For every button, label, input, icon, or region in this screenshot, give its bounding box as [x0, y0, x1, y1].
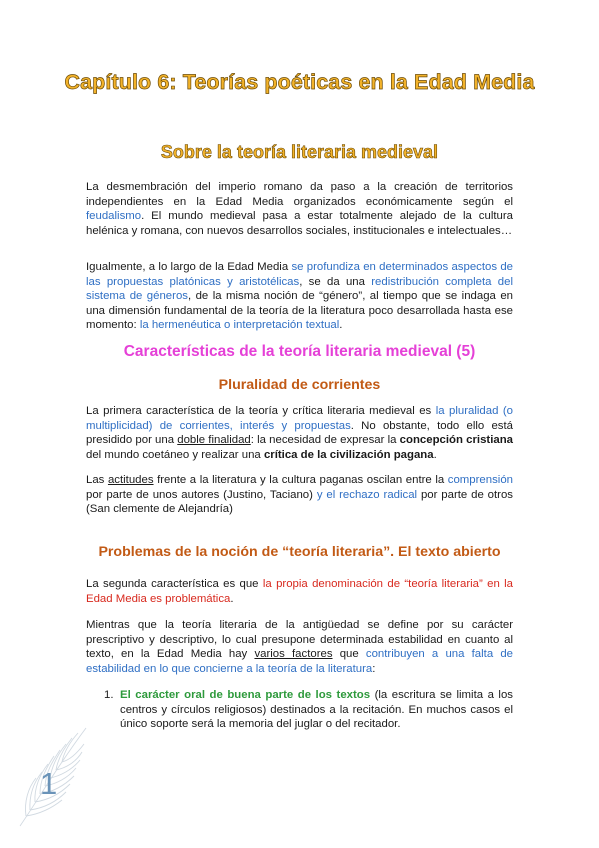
text-run: . No obstante, todo ello está presidido por una	[86, 419, 513, 447]
highlight-denominacion: la propia denominación de “teoría literaria” en la Edad Media es problemática	[86, 578, 514, 605]
paragraph-middle-ages	[86, 260, 513, 333]
paragraph-factors	[86, 618, 513, 676]
chapter-title: Capítulo 6: Teorías poéticas en la Edad Media	[64, 70, 535, 94]
text-run: frente a la literatura y la cultura paganas oscilan entre la	[153, 474, 448, 486]
highlight-caracter-oral: El carácter oral de buena parte de los textos	[120, 689, 371, 701]
factors-list	[86, 688, 513, 732]
heading-problems: Problemas de la noción de “teoría literaria”. El texto abierto	[98, 544, 501, 560]
highlight-rechazo: y el rechazo radical	[316, 488, 418, 501]
text-run: (la escritura se limita a los centros y círculos religiosos) destinados a la recitación. En muchos casos el único soporte será la memoria del juglar o del recitador.	[120, 689, 513, 731]
heading-characteristics: Características de la teoría literaria medieval (5)	[123, 343, 476, 360]
text-run: Mientras que la teoría literaria de la antigüedad se define por su carácter prescriptivo y descriptivo, lo cual presupone determinada estabilidad en cuanto al texto, en la Edad Media hay	[86, 619, 513, 661]
paragraph-intro	[86, 180, 513, 238]
highlight-generos: redistribución completa del sistema de géneros	[86, 275, 513, 303]
text-run: . El mundo medieval pasa a estar totalmente alejado de la cultura helénica y romana, con nuevos desarrollos sociales, institucionales e intelectuales…	[86, 210, 513, 237]
underlined-varios-factores: varios factores	[254, 648, 333, 661]
list-item-text	[120, 688, 513, 732]
text-run: que	[332, 648, 366, 661]
page-number: 1	[40, 766, 58, 801]
section-title: Sobre la teoría literaria medieval	[160, 142, 439, 162]
highlight-hermeneutica: la hermenéutica o interpretación textual	[139, 319, 340, 332]
text-run: La primera característica de la teoría y crítica literaria medieval es	[86, 405, 436, 417]
underlined-doble-finalidad: doble finalidad	[177, 434, 251, 447]
list-item	[86, 688, 513, 732]
heading-plurality: Pluralidad de corrientes	[218, 377, 381, 393]
highlight-propuestas: se profundiza en determinados aspectos de las propuestas platónicas y aristotélicas	[86, 261, 513, 288]
list-item-number: 1.	[104, 689, 114, 701]
paragraph-plurality	[86, 404, 513, 462]
text-run: Igualmente, a lo largo de la Edad Media	[86, 261, 292, 273]
highlight-comprension: comprensión	[447, 474, 513, 486]
text-run: : la necesidad de expresar la	[250, 434, 400, 447]
text-run: La desmembración del imperio romano da paso a la creación de territorios independientes en la Edad Media organizados económicamente según el	[86, 181, 513, 208]
text-run: .	[230, 592, 234, 605]
underlined-actitudes: actitudes	[107, 474, 154, 486]
text-run: , se da una	[299, 275, 372, 288]
text-run: del mundo coetáneo y realizar una	[86, 448, 264, 461]
text-run: La segunda característica es que	[86, 578, 263, 590]
text-run: .	[339, 319, 343, 332]
text-run: por parte de otros (San clemente de Alejandría)	[86, 488, 513, 516]
text-run: , de la misma noción de “género”, al tiempo que se indaga en una dimensión fundamental de la teoría de la literatura poco desarrollada hasta ese momento:	[86, 290, 513, 332]
paragraph-attitudes	[86, 473, 513, 517]
term-feudalismo: feudalismo	[86, 210, 142, 223]
highlight-falta-estabilidad: contribuyen a una falta de estabilidad en lo que concierne a la teoría de la literatura	[86, 648, 513, 675]
text-run: .	[433, 448, 437, 461]
highlight-pluralidad: la pluralidad (o multiplicidad) de corrientes, interés y propuestas	[86, 405, 513, 432]
bold-concepcion-cristiana: concepción cristiana	[399, 434, 514, 447]
text-run: por parte de unos autores (Justino, Taciano)	[86, 488, 317, 501]
paragraph-second-characteristic	[86, 577, 513, 606]
text-run: Las	[86, 474, 108, 486]
bold-critica-pagana: crítica de la civilización pagana	[263, 448, 434, 461]
text-run: :	[372, 662, 376, 675]
